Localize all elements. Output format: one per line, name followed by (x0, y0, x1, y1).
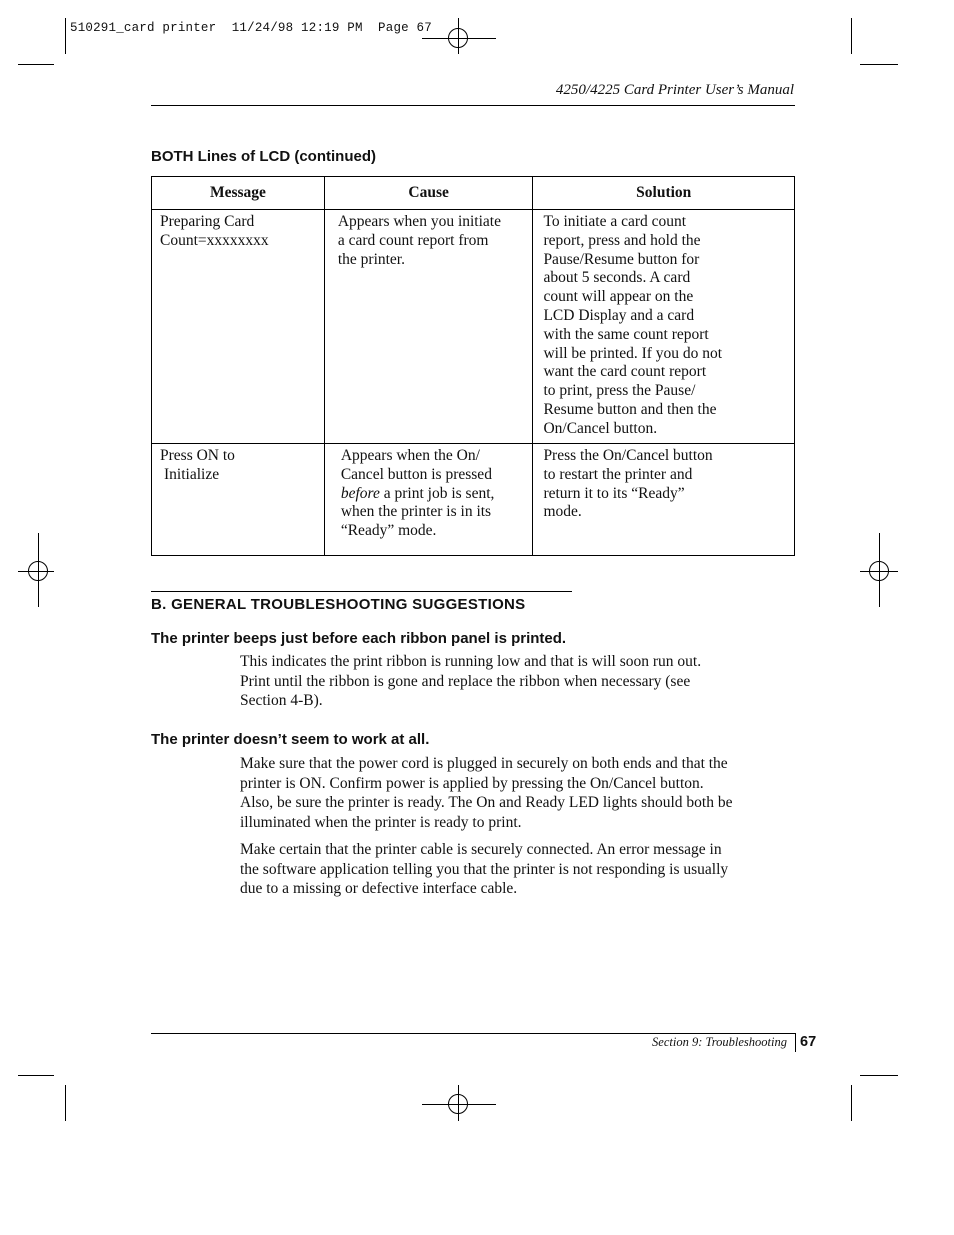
paragraph: Make sure that the power cord is plugged in securely on both ends and that the printer is ON. Confirm power is applied by pressing the On/Cancel button. Also, be sure the printer is ready. The On and Ready LED lights should both be illuminated when the printer is ready to print. (240, 755, 733, 831)
header-rule (151, 105, 795, 106)
page-number: 67 (800, 1034, 817, 1050)
item-heading: The printer beeps just before each ribbon panel is printed. (151, 630, 567, 647)
message-cell: Preparing Card Count=xxxxxxxx (152, 210, 325, 444)
print-slug: 510291_card printer 11/24/98 12:19 PM Page 67 (70, 21, 432, 35)
table-row (152, 210, 795, 444)
emphasis-before: before (340, 484, 380, 502)
cause-cell: Appears when you initiate a card count report from the printer. (324, 210, 533, 444)
cause-cell: Appears when the On/ Cancel button is pressed before a print job is sent, when the printer is in its “Ready” mode. (324, 444, 533, 556)
paragraph: This indicates the print ribbon is running low and that is will soon run out. Print until the ribbon is gone and replace the ribbon when necessary (see Section 4-B). (240, 653, 702, 709)
table-row (152, 444, 795, 556)
column-header-solution: Solution (533, 177, 795, 210)
message-cell: Press ON to Initialize (152, 444, 325, 556)
footer-divider (795, 1033, 796, 1052)
section-rule (151, 591, 572, 592)
section-title: B. GENERAL TROUBLESHOOTING SUGGESTIONS (151, 596, 526, 613)
paragraph: Make certain that the printer cable is securely connected. An error message in the software application telling you that the printer is not responding is usually due to a missing or defective interface cable. (240, 841, 729, 897)
item-heading: The printer doesn’t seem to work at all. (151, 731, 430, 748)
footer-section-label: Section 9: Troubleshooting (652, 1035, 787, 1049)
column-header-cause: Cause (324, 177, 533, 210)
solution-cell: Press the On/Cancel button to restart the printer and return it to its “Ready” mode. (533, 444, 795, 556)
table-title: BOTH Lines of LCD (continued) (151, 148, 376, 165)
solution-cell: To initiate a card count report, press and hold the Pause/Resume button for about 5 seconds. A card count will appear on the LCD Display and a card with the same count report will be printed. If you do not want the card count report to print, press the Pause/ Resume button and then the On/Cancel button. (533, 210, 795, 444)
column-header-message: Message (152, 177, 325, 210)
table-header-row (152, 177, 795, 210)
footer-rule (151, 1033, 795, 1034)
lcd-message-table (151, 176, 795, 556)
running-head: 4250/4225 Card Printer User’s Manual (555, 82, 794, 98)
